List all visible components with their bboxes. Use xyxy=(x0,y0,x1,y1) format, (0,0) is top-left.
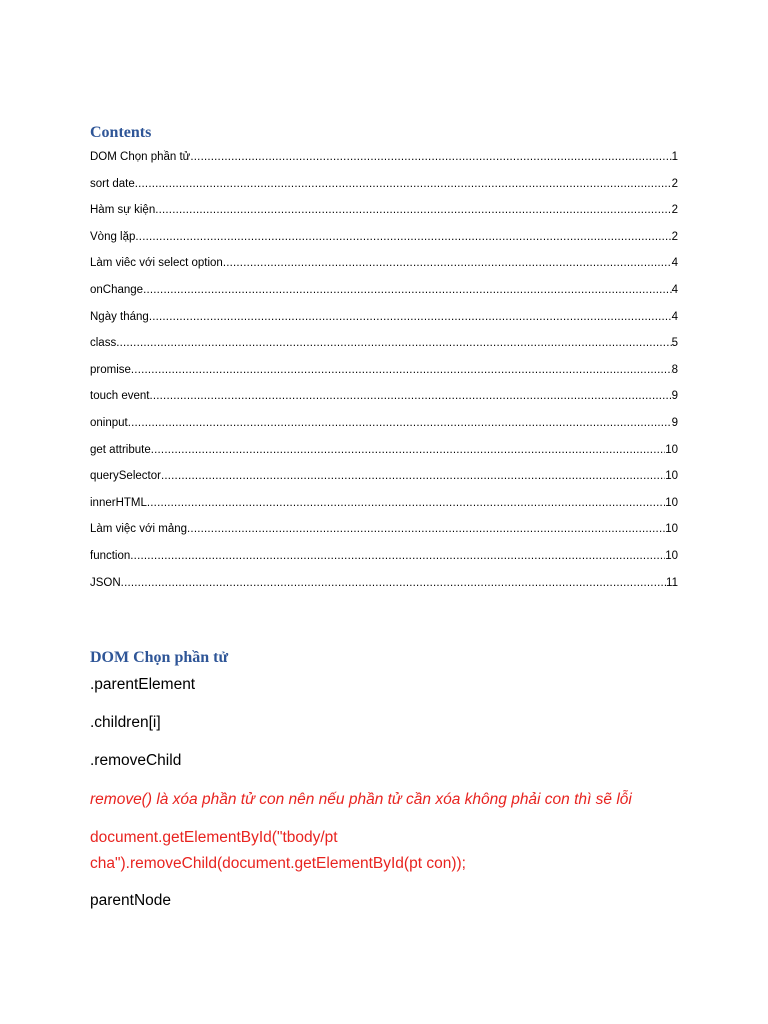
toc-entry[interactable] xyxy=(90,520,678,547)
toc-entry-page: 11 xyxy=(666,576,678,589)
toc-entry[interactable] xyxy=(90,361,678,388)
toc-leader-dots xyxy=(131,361,672,379)
toc-entry-page: 10 xyxy=(665,549,678,562)
toc-entry-label: get attribute xyxy=(90,443,151,456)
toc-leader-dots xyxy=(190,148,671,166)
toc-leader-dots xyxy=(147,494,665,512)
toc-entry[interactable] xyxy=(90,441,678,468)
toc-entry-page: 4 xyxy=(671,257,678,270)
toc-entry-page: 10 xyxy=(665,523,678,536)
toc-entry[interactable] xyxy=(90,201,678,228)
toc-leader-dots xyxy=(143,281,672,299)
toc-entry[interactable] xyxy=(90,308,678,335)
toc-leader-dots xyxy=(149,308,672,326)
toc-entry-label: querySelector xyxy=(90,470,161,483)
toc-entry-label: class xyxy=(90,337,117,350)
table-of-contents xyxy=(90,148,678,600)
toc-entry-page: 10 xyxy=(665,496,678,509)
section-heading: DOM Chọn phần tử xyxy=(90,649,229,666)
toc-entry-page: 4 xyxy=(671,283,678,296)
toc-entry-label: Vòng lặp xyxy=(90,230,136,243)
toc-leader-dots xyxy=(149,387,671,405)
toc-entry-label: sort date xyxy=(90,177,135,190)
toc-leader-dots xyxy=(151,441,665,459)
code-line: document.getElementById("tbody/pt xyxy=(90,829,338,846)
toc-entry-page: 5 xyxy=(671,337,678,350)
toc-leader-dots xyxy=(155,201,671,219)
toc-entry-page: 9 xyxy=(671,416,678,429)
toc-entry-page: 2 xyxy=(671,204,678,217)
toc-entry[interactable] xyxy=(90,387,678,414)
toc-entry-page: 2 xyxy=(671,230,678,243)
toc-leader-dots xyxy=(116,334,671,352)
code-line: cha").removeChild(document.getElementById(pt con)); xyxy=(90,855,466,872)
toc-entry-label: Hàm sự kiện xyxy=(90,204,156,217)
toc-entry-label: function xyxy=(90,549,131,562)
toc-entry-page: 10 xyxy=(665,443,678,456)
toc-entry-label: touch event xyxy=(90,390,150,403)
toc-entry-label: onChange xyxy=(90,283,144,296)
toc-leader-dots xyxy=(130,547,665,565)
toc-leader-dots xyxy=(161,467,665,485)
toc-entry[interactable] xyxy=(90,494,678,521)
body-text-line: .parentElement xyxy=(90,676,196,693)
toc-leader-dots xyxy=(121,574,666,592)
toc-leader-dots xyxy=(128,414,672,432)
toc-title: Contents xyxy=(90,124,152,141)
toc-entry-label: DOM Chọn phần tử xyxy=(90,151,191,163)
toc-leader-dots xyxy=(223,254,672,272)
toc-entry[interactable] xyxy=(90,148,678,175)
toc-entry[interactable] xyxy=(90,175,678,202)
toc-leader-dots xyxy=(135,175,672,193)
toc-leader-dots xyxy=(187,520,665,538)
body-text-line: .removeChild xyxy=(90,752,182,769)
toc-entry[interactable] xyxy=(90,547,678,574)
remove-note: remove() là xóa phần tử con nên nếu phần tử cần xóa không phải con thì sẽ lỗi xyxy=(90,791,632,808)
body-text-line: .children[i] xyxy=(90,714,161,731)
toc-entry-page: 10 xyxy=(665,470,678,483)
toc-entry[interactable] xyxy=(90,334,678,361)
toc-entry-label: JSON xyxy=(90,576,121,589)
toc-entry[interactable] xyxy=(90,281,678,308)
toc-entry-page: 8 xyxy=(671,363,678,376)
toc-leader-dots xyxy=(135,228,671,246)
toc-entry-page: 9 xyxy=(671,390,678,403)
toc-entry-page: 2 xyxy=(671,177,678,190)
toc-entry-label: Làm việc với mảng xyxy=(90,523,188,536)
toc-entry-label: oninput xyxy=(90,416,128,429)
toc-entry-label: Làm viêc với select option xyxy=(90,257,223,270)
toc-entry-label: Ngày tháng xyxy=(90,310,149,323)
toc-entry[interactable] xyxy=(90,574,678,601)
toc-entry[interactable] xyxy=(90,254,678,281)
toc-entry-label: promise xyxy=(90,363,131,376)
toc-entry-label: innerHTML xyxy=(90,496,147,509)
toc-entry[interactable] xyxy=(90,414,678,441)
toc-entry[interactable] xyxy=(90,467,678,494)
body-text-line: parentNode xyxy=(90,892,172,909)
toc-entry[interactable] xyxy=(90,228,678,255)
toc-entry-page: 1 xyxy=(671,151,678,163)
toc-entry-page: 4 xyxy=(671,310,678,323)
